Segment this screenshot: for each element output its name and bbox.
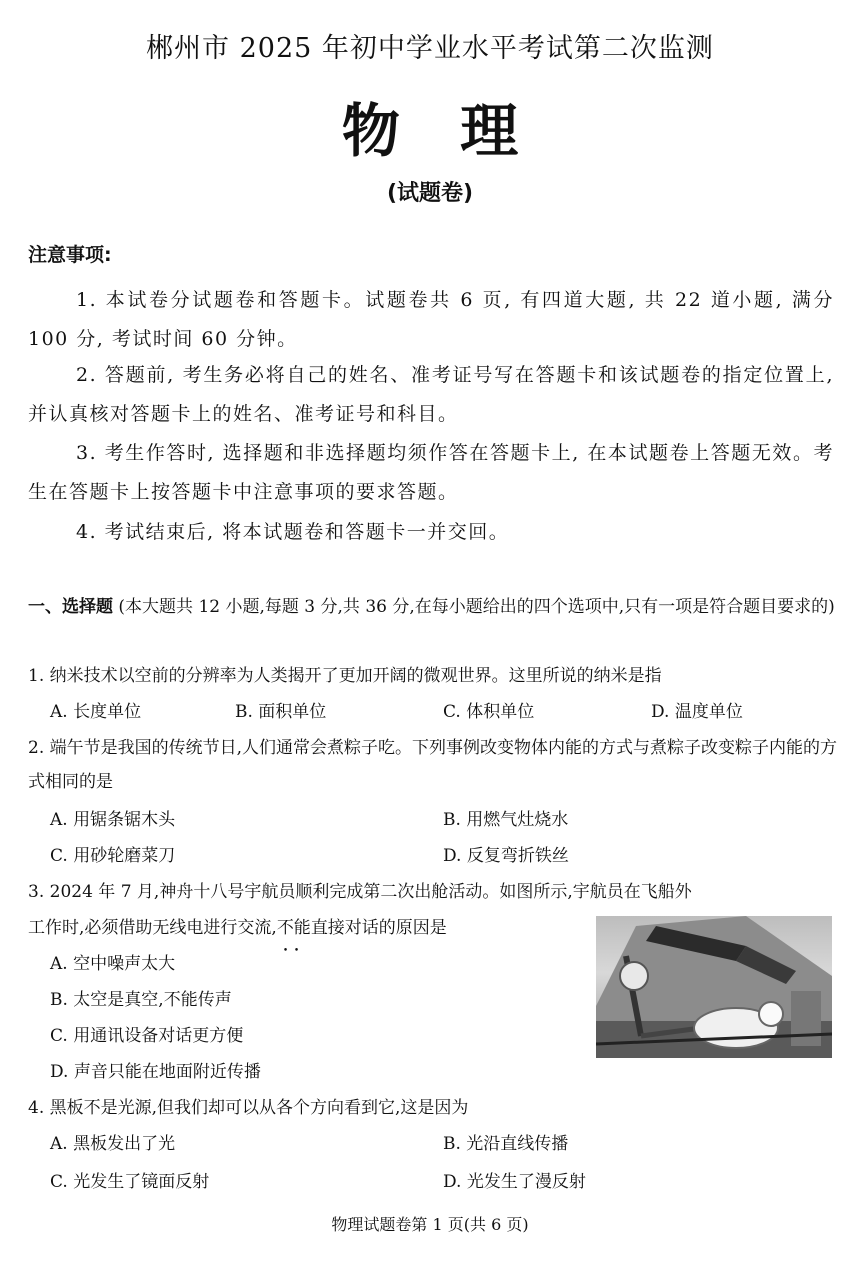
q3-option-c: C. 用通讯设备对话更方便	[50, 1026, 244, 1046]
section-title: 一、选择题	[28, 597, 113, 617]
subject-char-2: 理	[460, 97, 519, 165]
q4-option-d: D. 光发生了漫反射	[443, 1172, 586, 1192]
page-footer: 物理试题卷第 1 页(共 6 页)	[331, 1215, 529, 1234]
q3-emphasis-text: 不能 • •	[277, 918, 311, 938]
question-3-stem-line2	[28, 911, 588, 945]
question-2-stem: 2. 端午节是我国的传统节日,人们通常会煮粽子吃。下列事例改变物体内能的方式与煮粽子改变粽子内能的方式相同的是	[28, 738, 838, 792]
notes-heading: 注意事项:	[28, 244, 112, 266]
paper-type: (试题卷)	[386, 181, 474, 206]
q2-option-a: A. 用锯条锯木头	[50, 810, 176, 830]
astronaut-spacewalk-photo	[596, 916, 832, 1058]
q1-option-b: B. 面积单位	[235, 702, 327, 722]
q3-option-d: D. 声音只能在地面附近传播	[50, 1062, 261, 1082]
q3-stem-pre: 工作时,必须借助无线电进行交流,	[28, 918, 277, 938]
question-1-stem: 1. 纳米技术以空前的分辨率为人类揭开了更加开阔的微观世界。这里所说的纳米是指	[28, 666, 662, 686]
q4-option-a: A. 黑板发出了光	[50, 1134, 176, 1154]
question-3-stem-line1: 3. 2024 年 7 月,神舟十八号宇航员顺利完成第二次出舱活动。如图所示,宇航员在飞船外	[28, 882, 692, 902]
q2-option-d: D. 反复弯折铁丝	[443, 846, 569, 866]
exam-title: 郴州市 2025 年初中学业水平考试第二次监测	[146, 33, 714, 64]
q2-option-c: C. 用砂轮磨菜刀	[50, 846, 176, 866]
subject-title	[0, 84, 860, 168]
q3-stem-post: 直接对话的原因是	[310, 918, 447, 938]
subject-char-1: 物	[341, 97, 400, 165]
q1-option-a: A. 长度单位	[50, 702, 142, 722]
note-4: 4. 考试结束后, 将本试题卷和答题卡一并交回。	[76, 521, 510, 543]
note-2: 2. 答题前, 考生务必将自己的姓名、准考证号写在答题卡和该试题卷的指定位置上, 并认真核对答题卡上的姓名、准考证号和科目。	[28, 364, 834, 425]
q1-option-c: C. 体积单位	[443, 702, 535, 722]
section-description: (本大题共 12 小题,每题 3 分,共 36 分,在每小题给出的四个选项中,只有一项是符合题目要求的)	[118, 597, 835, 617]
q4-option-b: B. 光沿直线传播	[443, 1134, 569, 1154]
q3-option-a: A. 空中噪声太大	[50, 954, 176, 974]
q1-option-d: D. 温度单位	[651, 702, 743, 722]
note-3: 3. 考生作答时, 选择题和非选择题均须作答在答题卡上, 在本试题卷上答题无效。考生在答题卡上按答题卡中注意事项的要求答题。	[28, 442, 834, 503]
q2-option-b: B. 用燃气灶烧水	[443, 810, 569, 830]
spacecraft-illustration	[596, 916, 832, 1058]
question-4-stem: 4. 黑板不是光源,但我们却可以从各个方向看到它,这是因为	[28, 1098, 469, 1118]
q4-option-c: C. 光发生了镜面反射	[50, 1172, 210, 1192]
section-one-header	[28, 590, 840, 624]
q3-option-b: B. 太空是真空,不能传声	[50, 990, 232, 1010]
note-1: 1. 本试卷分试题卷和答题卡。试题卷共 6 页, 有四道大题, 共 22 道小题, 满分 100 分, 考试时间 60 分钟。	[28, 289, 834, 350]
